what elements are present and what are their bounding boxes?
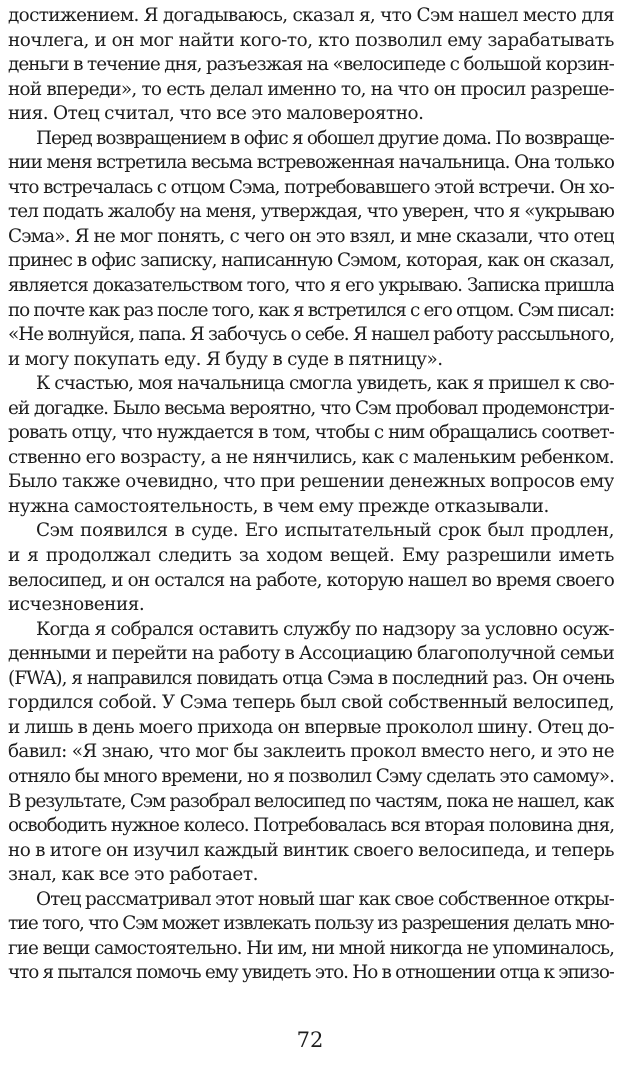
text-line: принес в офис записку, написанную Сэмом, которая, как он сказал, [8,250,614,272]
text-line: деньги в течение дня, разъезжая на «велосипеде с большой корзин- [8,54,614,76]
text-line: (FWA), я направился повидать отца Сэма в последний раз. Он очень [8,667,614,689]
text-line: Когда я собрался оставить службу по надзору за условно осуж- [36,618,614,640]
text-line: ровать отцу, что нуждается в том, чтобы с ним обращались соответ- [8,422,614,444]
text-line: исчезновения. [8,594,145,616]
text-line: ния. Отец считал, что все это маловероятно. [8,103,424,125]
text-line: и лишь в день моего прихода он впервые проколол шину. Отец до- [8,716,614,738]
text-line: велосипед, и он остался на работе, которую нашел во время своего [8,569,614,591]
text-line: гордился собой. У Сэма теперь был свой собственный велосипед, [8,692,614,714]
text-line: достижением. Я догадываюсь, сказал я, что Сэм нашел место для [8,5,614,26]
text-line: нии меня встретила весьма встревоженная начальница. Она только [8,152,614,174]
text-line: тел подать жалобу на меня, утверждая, что уверен, что я «укрываю [8,201,614,223]
text-line: отняло бы много времени, но я позволил Сэму сделать это самому». [8,765,614,787]
text-line: Сэм появился в суде. Его испытательный срок был продлен, [36,520,614,542]
text-line: ной впереди», то есть делал именно то, на что он просил разреше- [8,78,614,100]
text-line: ей догадке. Было весьма вероятно, что Сэм пробовал продемонстри- [8,397,614,419]
text-line: ственно его возрасту, а не нянчились, как с маленьким ребенком. [8,446,614,468]
text-line: освободить нужное колесо. Потребовалась вся вторая половина дня, [8,815,614,837]
text-line: но в итоге он изучил каждый винтик своего велосипеда, и теперь [8,839,614,861]
text-line: является доказательством того, что я его укрываю. Записка пришла [8,275,614,297]
text-line: К счастью, моя начальница смогла увидеть, как я пришел к сво- [36,373,614,395]
text-line: бавил: «Я знаю, что мог бы заклеить прокол вместо него, и это не [8,741,614,763]
text-line: и могу покупать еду. Я буду в суде в пятницу». [8,348,443,370]
text-line: Отец рассматривал этот новый шаг как свое собственное откры- [36,888,614,910]
text-line: по почте как раз после того, как я встретился с его отцом. Сэм писал: [8,299,614,321]
text-line: денными и перейти на работу в Ассоциацию благополучной семьи [8,643,614,665]
text-line: Сэма». Я не мог понять, с чего он это взял, и мне сказали, что отец [8,225,614,247]
text-line: Перед возвращением в офис я обошел другие дома. По возвраще- [36,127,614,149]
text-line: В результате, Сэм разобрал велосипед по частям, пока не нашел, как [8,790,614,812]
text-line: Было также очевидно, что при решении денежных вопросов ему [8,471,614,493]
text-line: что встречалась с отцом Сэма, потребовавшего этой встречи. Он хо- [8,176,614,198]
body-text [8,4,614,986]
text-line: тие того, что Сэм может извлекать пользу из разрешения делать мно- [8,913,614,935]
text-line: знал, как все это работает. [8,864,258,886]
text-line: ночлега, и он мог найти кого-то, кто позволил ему зарабатывать [8,29,614,51]
text-line: нужна самостоятельность, в чем ему прежде отказывали. [8,495,549,517]
page-number: 72 [296,1028,324,1052]
text-line: «Не волнуйся, папа. Я забочусь о себе. Я нашел работу рассыльного, [8,324,614,346]
text-line: и я продолжал следить за ходом вещей. Ему разрешили иметь [8,545,614,567]
text-line: что я пытался помочь ему увидеть это. Но в отношении отца к эпизо- [8,962,614,984]
text-line: гие вещи самостоятельно. Ни им, ни мной никогда не упоминалось, [8,937,614,959]
